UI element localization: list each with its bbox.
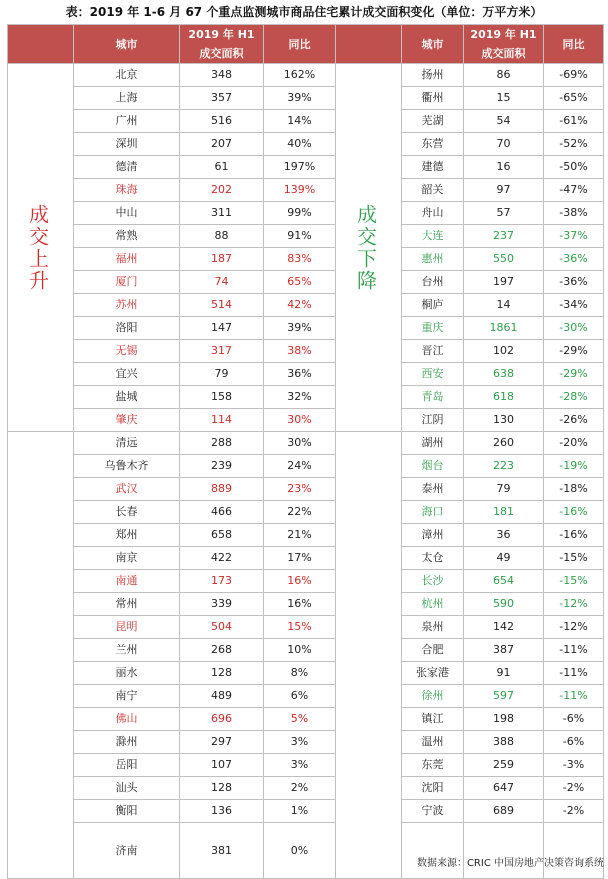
left-area-cell: 74 (180, 271, 264, 294)
right-yoy-cell: -3% (544, 754, 604, 777)
left-yoy-cell: 24% (264, 455, 336, 478)
left-city-cell: 岳阳 (74, 754, 180, 777)
right-city-cell: 台州 (402, 271, 464, 294)
left-yoy-cell: 99% (264, 202, 336, 225)
left-city-cell: 宜兴 (74, 363, 180, 386)
right-city-cell: 桐庐 (402, 294, 464, 317)
left-city-cell: 乌鲁木齐 (74, 455, 180, 478)
table-row (8, 754, 604, 777)
table-row (8, 432, 604, 455)
left-yoy-cell: 1% (264, 800, 336, 823)
right-city-cell: 长沙 (402, 570, 464, 593)
right-yoy-cell: -2% (544, 777, 604, 800)
right-yoy-cell: -19% (544, 455, 604, 478)
right-yoy-cell: -28% (544, 386, 604, 409)
right-yoy-cell: -36% (544, 271, 604, 294)
left-city-cell: 洛阳 (74, 317, 180, 340)
right-area-cell: 57 (464, 202, 544, 225)
table-row (8, 708, 604, 731)
table-row (8, 524, 604, 547)
left-area-cell: 466 (180, 501, 264, 524)
left-yoy-cell: 38% (264, 340, 336, 363)
right-yoy-cell: -29% (544, 363, 604, 386)
left-city-cell: 深圳 (74, 133, 180, 156)
left-city-cell: 广州 (74, 110, 180, 133)
left-city-cell: 上海 (74, 87, 180, 110)
right-yoy-cell: -50% (544, 156, 604, 179)
table-row (8, 731, 604, 754)
left-city-cell: 滁州 (74, 731, 180, 754)
right-city-cell: 湖州 (402, 432, 464, 455)
right-area-cell: 388 (464, 731, 544, 754)
table-row (8, 248, 604, 271)
left-area-cell: 239 (180, 455, 264, 478)
right-yoy-cell: -61% (544, 110, 604, 133)
right-city-cell: 温州 (402, 731, 464, 754)
left-city-cell: 无锡 (74, 340, 180, 363)
table-row (8, 662, 604, 685)
left-yoy-cell: 16% (264, 570, 336, 593)
right-city-cell: 东莞 (402, 754, 464, 777)
header-area-right (464, 25, 544, 64)
right-area-cell: 618 (464, 386, 544, 409)
right-area-cell: 130 (464, 409, 544, 432)
table-row (8, 340, 604, 363)
left-area-cell: 61 (180, 156, 264, 179)
right-area-cell: 223 (464, 455, 544, 478)
right-city-cell: 太仓 (402, 547, 464, 570)
right-yoy-cell: -15% (544, 547, 604, 570)
left-yoy-cell: 162% (264, 64, 336, 87)
header-yoy-left: 同比 (264, 25, 336, 64)
left-area-cell: 514 (180, 294, 264, 317)
fall-group-cell-lower (336, 432, 402, 879)
left-area-cell: 504 (180, 616, 264, 639)
right-city-cell: 沈阳 (402, 777, 464, 800)
right-city-cell: 合肥 (402, 639, 464, 662)
left-area-cell: 658 (180, 524, 264, 547)
left-area-cell: 889 (180, 478, 264, 501)
left-area-cell: 516 (180, 110, 264, 133)
table-row (8, 478, 604, 501)
left-area-cell: 339 (180, 593, 264, 616)
right-area-cell: 16 (464, 156, 544, 179)
right-area-cell: 197 (464, 271, 544, 294)
left-yoy-cell: 5% (264, 708, 336, 731)
right-city-cell: 宁波 (402, 800, 464, 823)
right-city-cell: 舟山 (402, 202, 464, 225)
left-area-cell: 202 (180, 179, 264, 202)
left-area-cell: 114 (180, 409, 264, 432)
left-area-cell: 357 (180, 87, 264, 110)
table-title: 表：2019 年 1-6 月 67 个重点监测城市商品住宅累计成交面积变化（单位：万平方米） (65, 5, 543, 19)
right-area-cell: 237 (464, 225, 544, 248)
left-city-cell: 清远 (74, 432, 180, 455)
right-area-cell: 198 (464, 708, 544, 731)
left-yoy-cell: 23% (264, 478, 336, 501)
header-yoy-right: 同比 (544, 25, 604, 64)
header-area-line2: 成交面积 (199, 47, 244, 60)
table-row (8, 593, 604, 616)
left-city-cell: 德清 (74, 156, 180, 179)
left-area-cell: 489 (180, 685, 264, 708)
right-area-cell: 14 (464, 294, 544, 317)
left-yoy-cell: 197% (264, 156, 336, 179)
left-city-cell: 肇庆 (74, 409, 180, 432)
left-area-cell: 268 (180, 639, 264, 662)
left-yoy-cell: 91% (264, 225, 336, 248)
right-yoy-cell: -30% (544, 317, 604, 340)
left-city-cell: 苏州 (74, 294, 180, 317)
left-yoy-cell: 2% (264, 777, 336, 800)
left-yoy-cell: 16% (264, 593, 336, 616)
table-header-row (8, 25, 604, 64)
right-city-cell: 张家港 (402, 662, 464, 685)
right-yoy-cell: -12% (544, 593, 604, 616)
left-area-cell: 128 (180, 777, 264, 800)
left-area-cell: 158 (180, 386, 264, 409)
right-yoy-cell: -26% (544, 409, 604, 432)
left-yoy-cell: 21% (264, 524, 336, 547)
left-yoy-cell: 32% (264, 386, 336, 409)
right-city-cell: 青岛 (402, 386, 464, 409)
left-city-cell: 长春 (74, 501, 180, 524)
left-yoy-cell: 39% (264, 87, 336, 110)
left-city-cell: 武汉 (74, 478, 180, 501)
table-row (8, 179, 604, 202)
left-yoy-cell: 17% (264, 547, 336, 570)
left-yoy-cell: 14% (264, 110, 336, 133)
right-yoy-cell: -16% (544, 524, 604, 547)
table-row (8, 294, 604, 317)
right-yoy-cell: -11% (544, 685, 604, 708)
right-area-cell: 91 (464, 662, 544, 685)
right-city-cell: 泰州 (402, 478, 464, 501)
header-side-left (8, 25, 74, 64)
right-area-cell: 97 (464, 179, 544, 202)
left-yoy-cell: 36% (264, 363, 336, 386)
right-yoy-cell: -47% (544, 179, 604, 202)
table-row (8, 156, 604, 179)
rise-group-label-cell (8, 64, 74, 432)
right-city-cell: 大连 (402, 225, 464, 248)
right-yoy-cell: -11% (544, 639, 604, 662)
table-row (8, 317, 604, 340)
left-area-cell: 79 (180, 363, 264, 386)
left-city-cell: 南京 (74, 547, 180, 570)
left-city-cell: 盐城 (74, 386, 180, 409)
left-area-cell: 136 (180, 800, 264, 823)
right-area-cell: 260 (464, 432, 544, 455)
table-row (8, 616, 604, 639)
left-area-cell: 107 (180, 754, 264, 777)
right-area-cell: 49 (464, 547, 544, 570)
right-city-cell: 烟台 (402, 455, 464, 478)
table-row (8, 777, 604, 800)
right-yoy-cell: -6% (544, 708, 604, 731)
right-area-cell: 654 (464, 570, 544, 593)
right-area-cell: 550 (464, 248, 544, 271)
table-row (8, 800, 604, 823)
left-yoy-cell: 6% (264, 685, 336, 708)
right-area-cell: 181 (464, 501, 544, 524)
right-city-cell: 韶关 (402, 179, 464, 202)
left-city-cell: 北京 (74, 64, 180, 87)
right-area-cell: 86 (464, 64, 544, 87)
right-area-cell: 142 (464, 616, 544, 639)
table-row (8, 570, 604, 593)
left-yoy-cell: 65% (264, 271, 336, 294)
right-area-cell: 590 (464, 593, 544, 616)
left-area-cell: 317 (180, 340, 264, 363)
left-city-cell: 丽水 (74, 662, 180, 685)
right-area-cell: 70 (464, 133, 544, 156)
table-row (8, 455, 604, 478)
right-area-cell: 1861 (464, 317, 544, 340)
left-yoy-cell: 30% (264, 432, 336, 455)
left-city-cell: 常熟 (74, 225, 180, 248)
right-yoy-cell: -36% (544, 248, 604, 271)
left-area-cell: 288 (180, 432, 264, 455)
header-city-right: 城市 (402, 25, 464, 64)
table-row (8, 639, 604, 662)
table-row (8, 225, 604, 248)
left-yoy-cell: 139% (264, 179, 336, 202)
left-city-cell: 南宁 (74, 685, 180, 708)
fall-group-label-cell (336, 64, 402, 432)
rise-label: 成交上升 (25, 203, 50, 292)
right-yoy-cell: -20% (544, 432, 604, 455)
table-row (8, 386, 604, 409)
header-area-left (180, 25, 264, 64)
table-row (8, 501, 604, 524)
right-area-cell: 102 (464, 340, 544, 363)
left-yoy-cell: 83% (264, 248, 336, 271)
table-row (8, 110, 604, 133)
right-area-cell: 647 (464, 777, 544, 800)
right-city-cell: 芜湖 (402, 110, 464, 133)
header-city-left: 城市 (74, 25, 180, 64)
right-city-cell: 重庆 (402, 317, 464, 340)
left-city-cell: 中山 (74, 202, 180, 225)
right-city-cell: 江阴 (402, 409, 464, 432)
right-yoy-cell: -12% (544, 616, 604, 639)
right-city-cell: 镇江 (402, 708, 464, 731)
right-city-cell: 海口 (402, 501, 464, 524)
left-area-cell: 297 (180, 731, 264, 754)
table-row (8, 202, 604, 225)
left-area-cell: 348 (180, 64, 264, 87)
table-row (8, 87, 604, 110)
right-area-cell: 597 (464, 685, 544, 708)
left-city-cell: 厦门 (74, 271, 180, 294)
right-area-cell: 54 (464, 110, 544, 133)
right-yoy-cell: -38% (544, 202, 604, 225)
left-city-cell: 南通 (74, 570, 180, 593)
rise-group-cell-lower (8, 432, 74, 879)
table-row (8, 64, 604, 87)
left-yoy-cell: 30% (264, 409, 336, 432)
city-area-table (7, 24, 604, 879)
right-city-cell: 东营 (402, 133, 464, 156)
table-row (8, 363, 604, 386)
left-area-cell: 187 (180, 248, 264, 271)
right-city-cell: 徐州 (402, 685, 464, 708)
right-city-cell: 泉州 (402, 616, 464, 639)
left-city-cell: 福州 (74, 248, 180, 271)
data-source-note: 数据来源：CRIC 中国房地产决策咨询系统 (416, 858, 604, 869)
left-yoy-cell: 3% (264, 754, 336, 777)
left-yoy-cell: 42% (264, 294, 336, 317)
left-area-cell: 128 (180, 662, 264, 685)
right-area-cell: 79 (464, 478, 544, 501)
left-yoy-cell: 39% (264, 317, 336, 340)
left-area-cell: 207 (180, 133, 264, 156)
right-area-cell: 15 (464, 87, 544, 110)
left-yoy-cell: 0% (264, 823, 336, 879)
left-area-cell: 173 (180, 570, 264, 593)
left-area-cell: 88 (180, 225, 264, 248)
right-yoy-cell: -2% (544, 800, 604, 823)
left-area-cell: 381 (180, 823, 264, 879)
left-city-cell: 佛山 (74, 708, 180, 731)
left-yoy-cell: 3% (264, 731, 336, 754)
left-yoy-cell: 15% (264, 616, 336, 639)
left-area-cell: 696 (180, 708, 264, 731)
left-city-cell: 常州 (74, 593, 180, 616)
right-city-cell: 杭州 (402, 593, 464, 616)
left-yoy-cell: 22% (264, 501, 336, 524)
header-side-right (336, 25, 402, 64)
right-city-cell: 扬州 (402, 64, 464, 87)
left-city-cell: 郑州 (74, 524, 180, 547)
header-area-line1: 2019 年 H1 (188, 28, 255, 41)
left-city-cell: 衡阳 (74, 800, 180, 823)
table-row (8, 271, 604, 294)
right-yoy-cell: -65% (544, 87, 604, 110)
right-city-cell: 惠州 (402, 248, 464, 271)
right-city-cell: 晋江 (402, 340, 464, 363)
left-area-cell: 422 (180, 547, 264, 570)
right-yoy-cell: -34% (544, 294, 604, 317)
left-city-cell: 珠海 (74, 179, 180, 202)
right-yoy-cell: -16% (544, 501, 604, 524)
right-yoy-cell: -18% (544, 478, 604, 501)
left-city-cell: 济南 (74, 823, 180, 879)
right-city-cell: 衢州 (402, 87, 464, 110)
right-yoy-cell: -15% (544, 570, 604, 593)
left-yoy-cell: 8% (264, 662, 336, 685)
right-yoy-cell: -69% (544, 64, 604, 87)
table-row (8, 685, 604, 708)
left-city-cell: 汕头 (74, 777, 180, 800)
left-city-cell: 昆明 (74, 616, 180, 639)
right-yoy-cell: -6% (544, 731, 604, 754)
left-yoy-cell: 10% (264, 639, 336, 662)
left-city-cell: 兰州 (74, 639, 180, 662)
right-area-cell: 638 (464, 363, 544, 386)
header-area-line1: 2019 年 H1 (470, 28, 537, 41)
right-yoy-cell: -37% (544, 225, 604, 248)
header-area-line2: 成交面积 (481, 47, 526, 60)
right-yoy-cell: -52% (544, 133, 604, 156)
right-yoy-cell: -11% (544, 662, 604, 685)
left-area-cell: 147 (180, 317, 264, 340)
right-area-cell: 259 (464, 754, 544, 777)
left-yoy-cell: 40% (264, 133, 336, 156)
fall-label: 成交下降 (353, 203, 378, 292)
right-area-cell: 36 (464, 524, 544, 547)
table-row (8, 547, 604, 570)
right-city-cell: 建德 (402, 156, 464, 179)
right-yoy-cell: -29% (544, 340, 604, 363)
right-area-cell: 689 (464, 800, 544, 823)
table-row (8, 133, 604, 156)
right-area-cell: 387 (464, 639, 544, 662)
table-row (8, 409, 604, 432)
right-city-cell: 漳州 (402, 524, 464, 547)
right-city-cell: 西安 (402, 363, 464, 386)
left-area-cell: 311 (180, 202, 264, 225)
